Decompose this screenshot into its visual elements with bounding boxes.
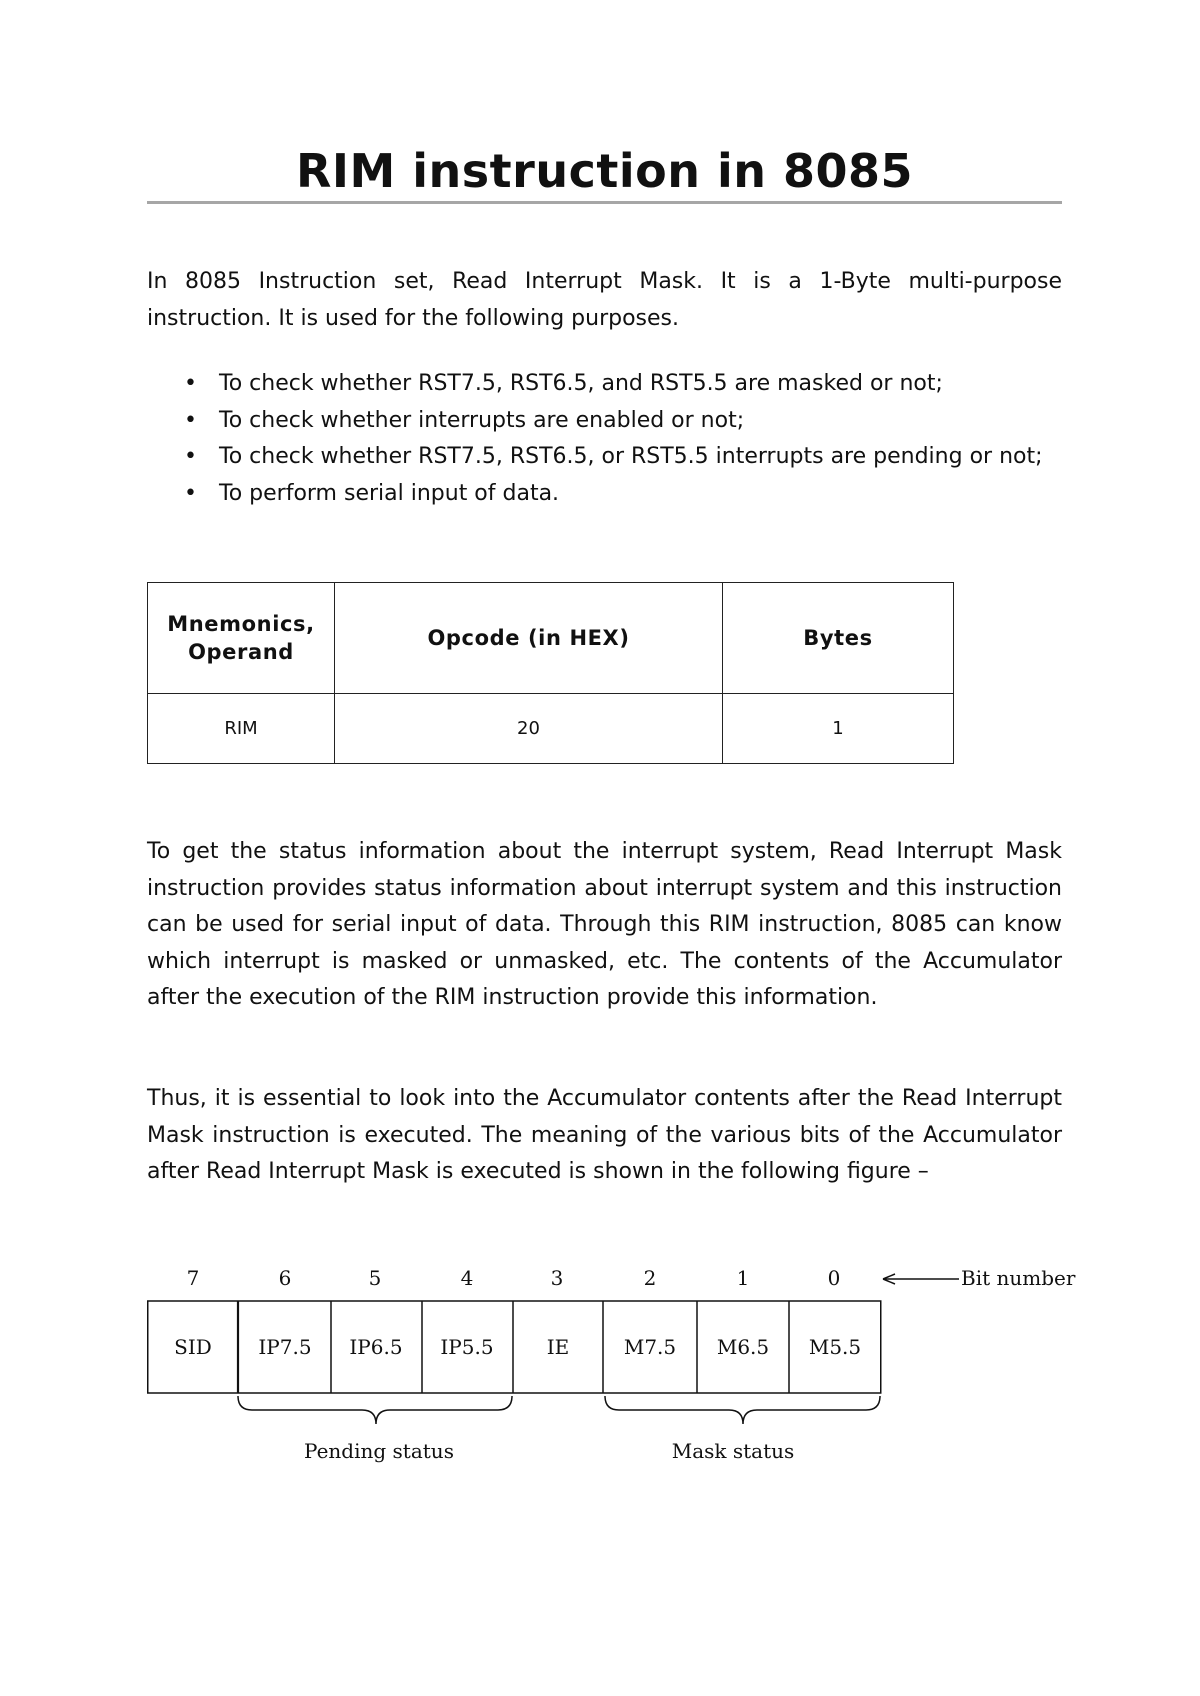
table-row <box>148 694 954 764</box>
bit-number: 5 <box>368 1266 382 1290</box>
intro-paragraph: In 8085 Instruction set, Read Interrupt Mask. It is a 1-Byte multi-purpose instruction. It is used for the following purposes. <box>147 269 1062 331</box>
bit-cell: M6.5 <box>716 1335 770 1359</box>
list-item <box>147 476 1062 513</box>
bit-cell: M5.5 <box>808 1335 862 1359</box>
pending-brace <box>238 1396 512 1424</box>
header-bytes: Bytes <box>723 583 954 694</box>
bit-number: 4 <box>460 1266 474 1290</box>
bullet-icon: • <box>184 444 197 469</box>
bit-cell: IP7.5 <box>258 1335 312 1359</box>
list-item-text: To check whether RST7.5, RST6.5, or RST5.5 interrupts are pending or not; <box>219 444 1043 469</box>
header-mnemonics: Mnemonics, Operand <box>148 583 335 694</box>
bit-cell: IP5.5 <box>440 1335 494 1359</box>
list-item-text: To perform serial input of data. <box>219 480 560 506</box>
bit-number-label: Bit number <box>961 1266 1076 1290</box>
bit-number: 3 <box>550 1266 564 1290</box>
bit-number: 2 <box>643 1266 657 1290</box>
purpose-list <box>147 366 1062 512</box>
bullet-icon: • <box>184 407 197 433</box>
list-item <box>147 366 1062 403</box>
status-paragraph: To get the status information about the interrupt system, Read Interrupt Mask instruction provides status information about interrupt system and this instruction can be used for serial input of data. Through this RIM instruction, 8085 can know which interrupt is masked or unmasked, etc. The contents of the Accumulator after the execution of the RIM instruction provide this information. <box>147 839 1062 1010</box>
pending-status-label: Pending status <box>304 1439 454 1463</box>
opcode-table <box>147 582 954 764</box>
cell-bytes: 1 <box>723 694 954 764</box>
bullet-icon: • <box>184 480 197 506</box>
page-title: RIM instruction in 8085 <box>295 144 914 198</box>
list-item <box>147 439 1062 476</box>
bit-number: 6 <box>278 1266 292 1290</box>
bit-number: 7 <box>186 1266 200 1290</box>
bit-cell: IE <box>546 1335 570 1359</box>
bit-number: 0 <box>827 1266 841 1290</box>
list-item-text: To check whether interrupts are enabled or not; <box>219 407 745 433</box>
title-underline <box>147 201 1062 204</box>
mask-status-label: Mask status <box>671 1439 795 1463</box>
table-header-row <box>148 583 954 694</box>
accumulator-bit-figure <box>147 1256 1076 1476</box>
list-item <box>147 403 1062 440</box>
bit-cell: SID <box>174 1335 212 1359</box>
header-opcode: Opcode (in HEX) <box>335 583 723 694</box>
bullet-icon: • <box>184 371 197 396</box>
accumulator-paragraph: Thus, it is essential to look into the Accumulator contents after the Read Interrupt Mask instruction is executed. The meaning of the various bits of the Accumulator after Read Interrupt Mask is executed is shown in the following figure – <box>147 1086 1062 1184</box>
bit-cell: M7.5 <box>623 1335 677 1359</box>
cell-mnemonic: RIM <box>148 694 335 764</box>
bit-cell: IP6.5 <box>349 1335 403 1359</box>
bit-number: 1 <box>736 1266 750 1290</box>
mask-brace <box>605 1396 880 1424</box>
list-item-text: To check whether RST7.5, RST6.5, and RST5.5 are masked or not; <box>219 371 943 396</box>
cell-opcode: 20 <box>335 694 723 764</box>
